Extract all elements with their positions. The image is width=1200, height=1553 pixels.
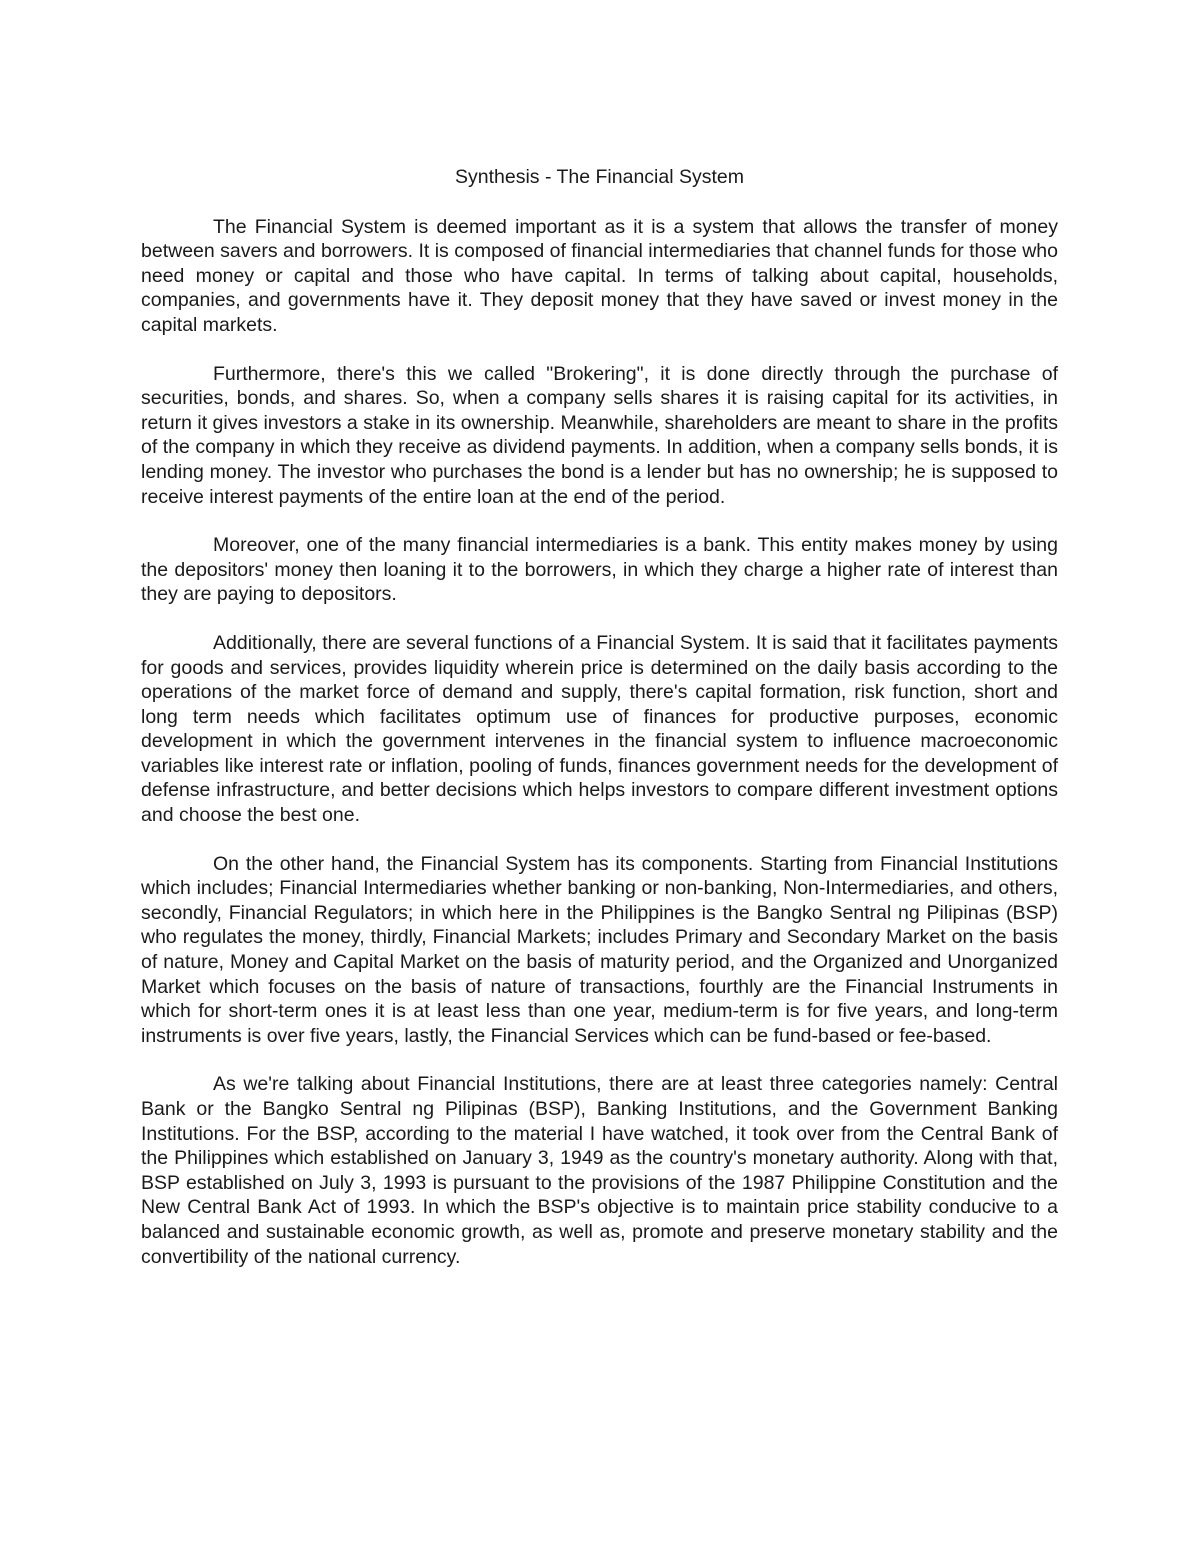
paragraph-4: Additionally, there are several functions of a Financial System. It is said that it facilitates payments for goods and services, provides liquidity wherein price is determined on the daily basis according to the operations of the market force of demand and supply, there's capital formation, risk function, short and long term needs which facilitates optimum use of finances for productive purposes, economic development in which the government intervenes in the financial system to influence macroeconomic variables like interest rate or inflation, pooling of funds, finances government needs for the development of defense infrastructure, and better decisions which helps investors to compare different investment options and choose the best one.	[141, 631, 1058, 827]
paragraph-2: Furthermore, there's this we called "Brokering", it is done directly through the purchase of securities, bonds, and shares. So, when a company sells shares it is raising capital for its activities, in return it gives investors a stake in its ownership. Meanwhile, shareholders are meant to share in the profits of the company in which they receive as dividend payments. In addition, when a company sells bonds, it is lending money. The investor who purchases the bond is a lender but has no ownership; he is supposed to receive interest payments of the entire loan at the end of the period.	[141, 362, 1058, 508]
paragraph-5: On the other hand, the Financial System has its components. Starting from Financial Institutions which includes; Financial Intermediaries whether banking or non-banking, Non-Intermediaries, and others, secondly, Financial Regulators; in which here in the Philippines is the Bangko Sentral ng Pilipinas (BSP) who regulates the money, thirdly, Financial Markets; includes Primary and Secondary Market on the basis of nature, Money and Capital Market on the basis of maturity period, and the Organized and Unorganized Market which focuses on the basis of nature of transactions, fourthly are the Financial Instruments in which for short-term ones it is at least less than one year, medium-term is for five years, and long-term instruments is over five years, lastly, the Financial Services which can be fund-based or fee-based.	[141, 852, 1058, 1047]
document-page	[141, 165, 1058, 1293]
paragraph-6: As we're talking about Financial Institutions, there are at least three categories namely: Central Bank or the Bangko Sentral ng Pilipinas (BSP), Banking Institutions, and the Government Banking Institutions. For the BSP, according to the material I have watched, it took over from the Central Bank of the Philippines which established on January 3, 1949 as the country's monetary authority. Along with that, BSP established on July 3, 1993 is pursuant to the provisions of the 1987 Philippine Constitution and the New Central Bank Act of 1993. In which the BSP's objective is to maintain price stability conducive to a balanced and sustainable economic growth, as well as, promote and preserve monetary stability and the convertibility of the national currency.	[141, 1073, 1058, 1268]
paragraph-1: The Financial System is deemed important as it is a system that allows the transfer of money between savers and borrowers. It is composed of financial intermediaries that channel funds for those who need money or capital and those who have capital. In terms of talking about capital, households, companies, and governments have it. They deposit money that they have saved or invest money in the capital markets.	[141, 215, 1058, 336]
document-title: Synthesis - The Financial System	[454, 166, 744, 188]
paragraph-3: Moreover, one of the many financial intermediaries is a bank. This entity makes money by using the depositors' money then loaning it to the borrowers, in which they charge a higher rate of interest than they are paying to depositors.	[141, 534, 1058, 606]
